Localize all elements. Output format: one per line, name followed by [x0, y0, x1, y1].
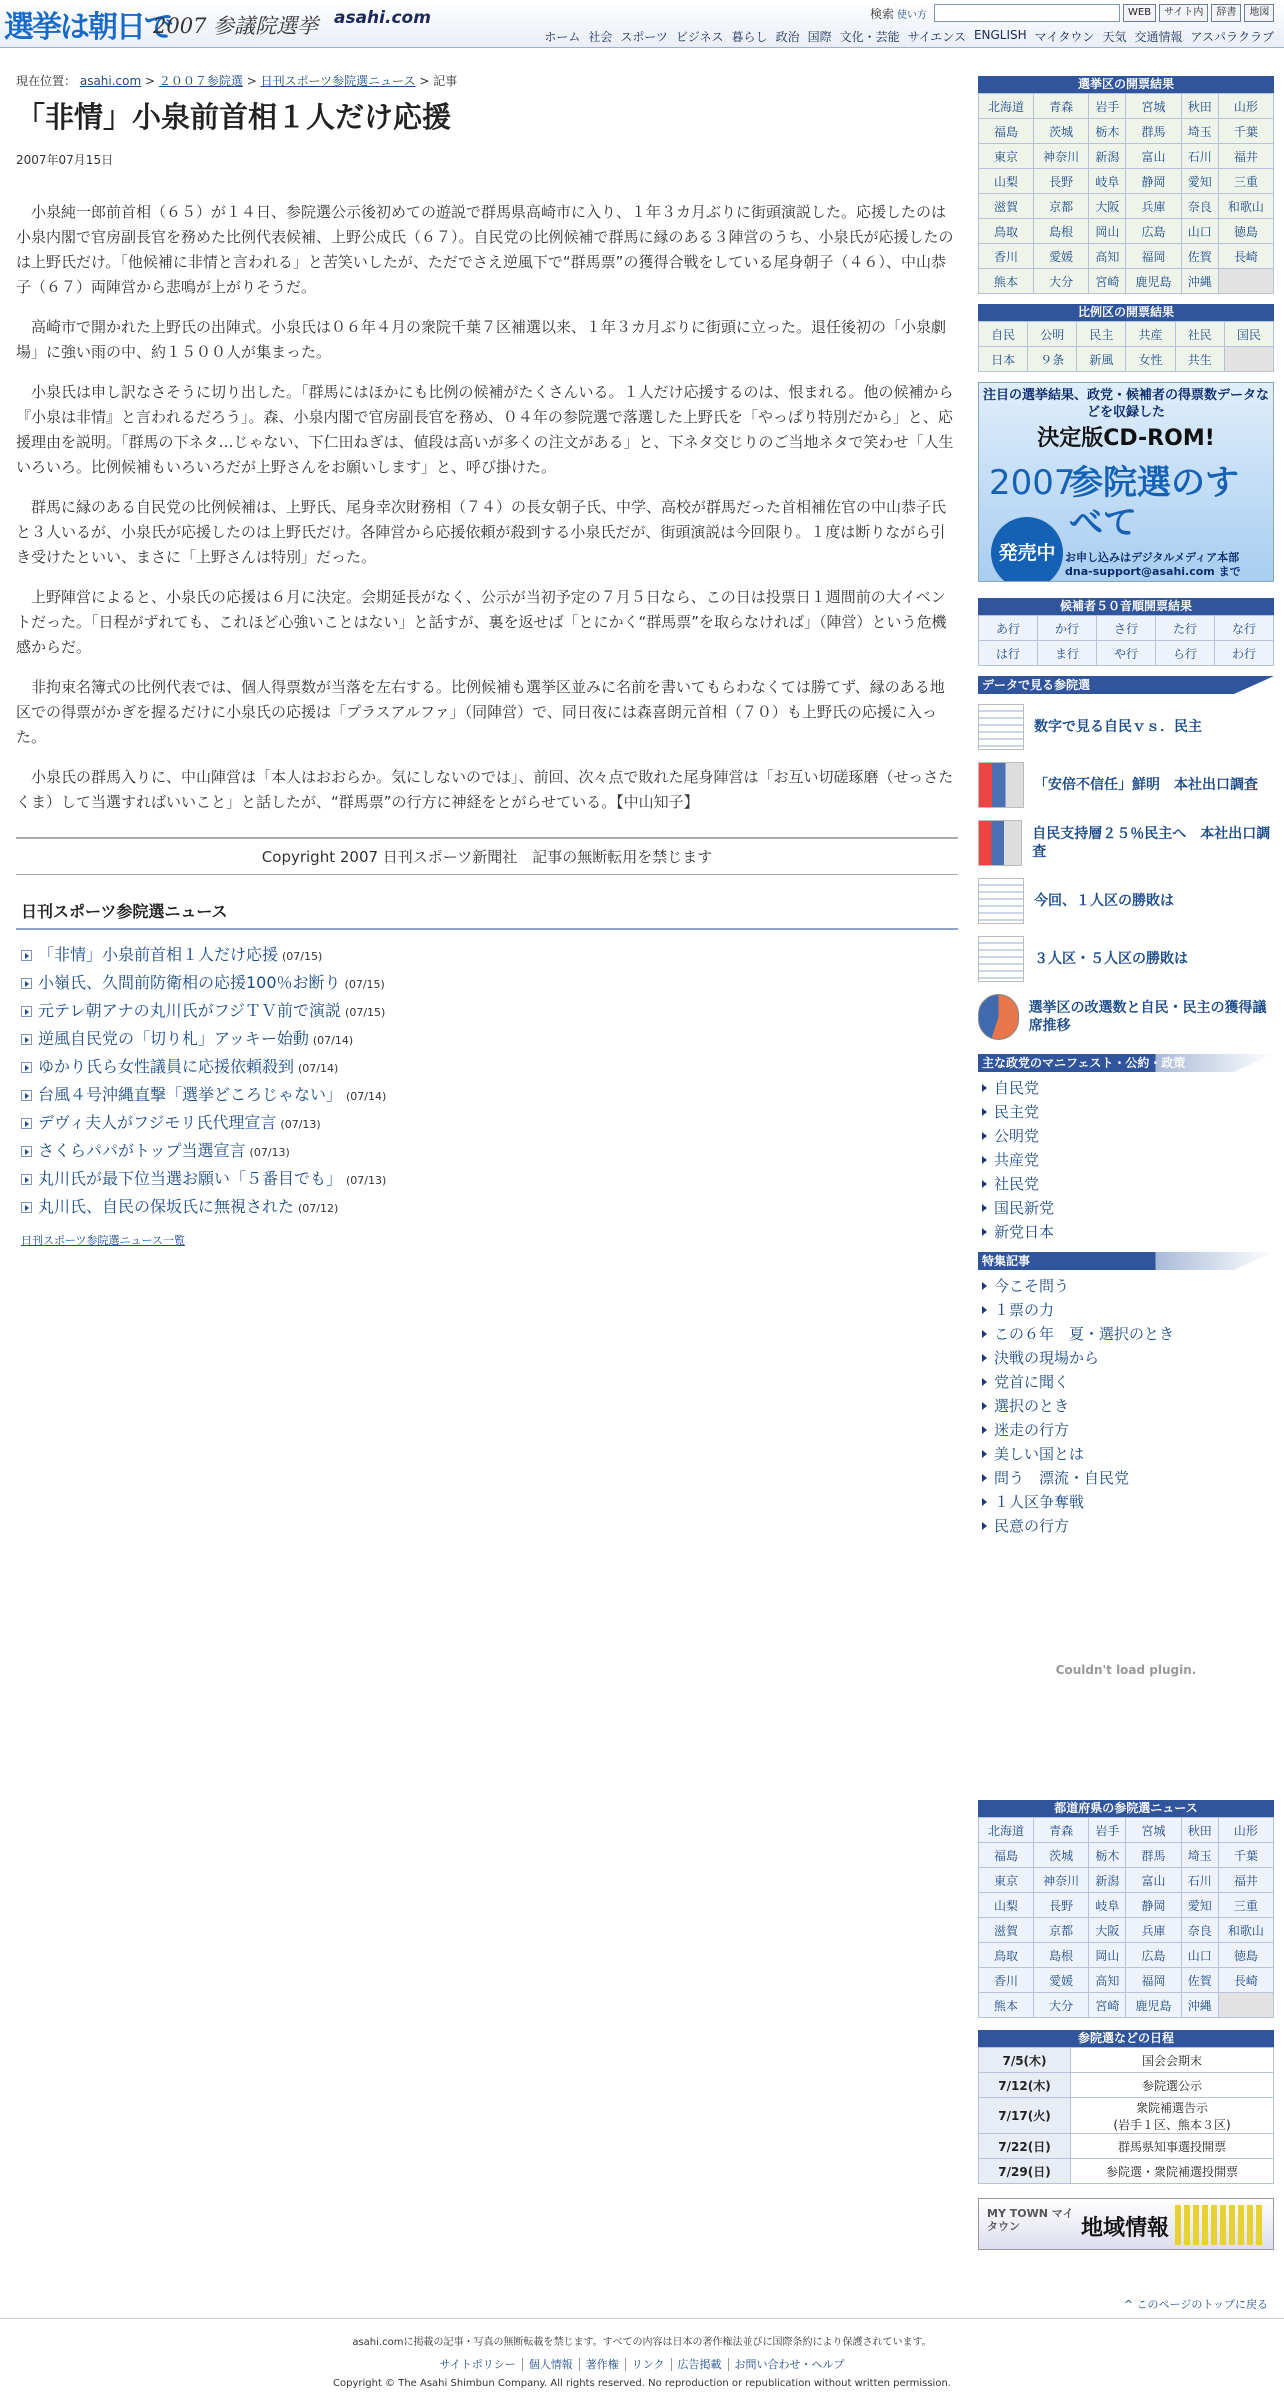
prefecture-news-link[interactable]: 福岡	[1126, 1968, 1181, 1993]
search-map-button[interactable]: 地図	[1244, 4, 1274, 22]
news-item-date: (07/15)	[282, 949, 323, 963]
pr-results-table	[978, 321, 1274, 372]
data-item[interactable]	[978, 930, 1274, 988]
news-item-title[interactable]: 元テレ朝アナの丸川氏がフジＴＶ前で演説	[38, 1000, 342, 1020]
schedule-event: 参院選・衆院補選投開票	[1071, 2159, 1274, 2184]
prefecture-news-link[interactable]: 山形	[1218, 1818, 1273, 1843]
prefecture-news-link[interactable]: 群馬	[1126, 1843, 1181, 1868]
candidate-kana-table	[978, 615, 1274, 666]
schedule-table	[978, 2047, 1274, 2184]
special-list	[978, 1270, 1274, 1546]
schedule-event: 国会会期末	[1071, 2048, 1274, 2073]
prefecture-result-link[interactable]: 岐阜	[1089, 169, 1126, 194]
breadcrumb-election[interactable]: ２００７参院選	[158, 74, 243, 88]
news-item-date: (07/15)	[345, 1005, 386, 1019]
schedule-date: 7/12(木)	[979, 2073, 1071, 2098]
article-paragraph: 群馬に縁のある自民党の比例候補は、上野氏、尾身幸次財務相（７４）の長女朝子氏、中学、高校が群馬だった首相補佐官の中山恭子氏と３人いるが、小泉氏が応援したのは上野氏だけ。各陣営から応援依頼が殺到する小泉氏だが、街頭演説は今回限り。１度は断りながら引き受けたといい、まさに「上野さんは特別」だった。	[16, 497, 947, 566]
district-results-heading: 選挙区の開票結果	[978, 76, 1274, 93]
party-result-link[interactable]: 女性	[1126, 347, 1175, 372]
footer-link[interactable]: サイトポリシー	[439, 2358, 516, 2371]
special-link[interactable]: この６年 夏・選択のとき	[982, 1322, 1274, 1346]
news-item-date: (07/14)	[312, 1033, 354, 1047]
data-item-label[interactable]: 「安倍不信任」鮮明 本社出口調査	[1034, 777, 1258, 793]
page-top-label: このページのトップに戻る	[1136, 2298, 1268, 2311]
news-item[interactable]	[16, 1110, 958, 1138]
nav-item[interactable]: アスパラクラブ	[1190, 30, 1274, 44]
prefecture-news-link[interactable]: 北海道	[979, 1818, 1034, 1843]
search-dictionary-button[interactable]: 辞書	[1211, 4, 1241, 22]
prefecture-news-link[interactable]: 大阪	[1089, 1918, 1126, 1943]
prefecture-result-link[interactable]: 新潟	[1089, 144, 1126, 169]
up-arrow-icon: ^	[1123, 2298, 1137, 2311]
schedule-date: 7/22(日)	[979, 2134, 1071, 2159]
prefecture-result-link[interactable]: 和歌山	[1218, 194, 1273, 219]
prefecture-news-link[interactable]: 愛知	[1181, 1893, 1218, 1918]
prefecture-result-link[interactable]: 福岡	[1126, 244, 1181, 269]
prefecture-result-link[interactable]: 佐賀	[1181, 244, 1218, 269]
district-results-table	[978, 93, 1274, 294]
pr-results-heading: 比例区の開票結果	[978, 304, 1274, 321]
prefecture-result-link[interactable]: 静岡	[1126, 169, 1181, 194]
prefecture-news-link[interactable]: 滋賀	[979, 1918, 1034, 1943]
prefecture-news-link[interactable]: 広島	[1126, 1943, 1181, 1968]
prefecture-news-link[interactable]: 熊本	[979, 1993, 1034, 2018]
prefecture-result-link[interactable]: 大分	[1034, 269, 1089, 294]
prefecture-news-table	[978, 1817, 1274, 2018]
news-item-date: (07/13)	[249, 1145, 290, 1159]
prefecture-news-link[interactable]: 奈良	[1181, 1918, 1218, 1943]
prefecture-result-link[interactable]: 山梨	[979, 169, 1034, 194]
footer-link[interactable]: 個人情報	[522, 2358, 579, 2371]
news-item-title[interactable]: 「非情」小泉前首相１人だけ応援	[38, 944, 279, 964]
footer-copyright: Copyright © The Asahi Shimbun Company. All rights reserved. No reproduction or republication without written permission.	[333, 2378, 951, 2389]
prefecture-result-link[interactable]: 鳥取	[979, 219, 1034, 244]
prefecture-result-link[interactable]: 石川	[1181, 144, 1218, 169]
bar-chart-thumb-icon	[978, 820, 1022, 866]
prefecture-news-link[interactable]: 香川	[979, 1968, 1034, 1993]
special-link[interactable]: 決戦の現場から	[982, 1346, 1274, 1370]
nav-item[interactable]: 暮らし	[731, 30, 768, 44]
ad-year: 2007	[989, 463, 1076, 503]
party-result-link[interactable]: 公明	[1028, 322, 1077, 347]
prefecture-news-link[interactable]: 長野	[1034, 1893, 1089, 1918]
news-item-title[interactable]: デヴィ夫人がフジモリ氏代理宣言	[38, 1112, 277, 1132]
prefecture-news-link[interactable]: 山梨	[979, 1893, 1034, 1918]
party-result-link[interactable]: 自民	[979, 322, 1028, 347]
prefecture-result-link[interactable]: 滋賀	[979, 194, 1034, 219]
party-result-link[interactable]: 共生	[1175, 347, 1224, 372]
prefecture-result-link[interactable]: 宮崎	[1089, 269, 1126, 294]
news-list	[16, 942, 958, 1222]
prefecture-news-link[interactable]: 沖縄	[1181, 1993, 1218, 2018]
data-section-heading: データで見る参院選	[978, 676, 1274, 694]
table-thumb-icon	[978, 704, 1024, 750]
prefecture-result-link[interactable]: 愛媛	[1034, 244, 1089, 269]
manifest-link[interactable]: 新党日本	[982, 1220, 1274, 1244]
prefecture-news-link[interactable]: 山口	[1181, 1943, 1218, 1968]
data-item[interactable]	[978, 698, 1274, 756]
special-link[interactable]: 美しい国とは	[982, 1442, 1274, 1466]
prefecture-news-link[interactable]: 鹿児島	[1126, 1993, 1181, 2018]
nav-item[interactable]: マイタウン	[1034, 30, 1095, 44]
article-copyright: Copyright 2007 日刊スポーツ新聞社 記事の無断転用を禁じます	[16, 837, 958, 875]
data-item-label[interactable]: 自民支持層２５％民主へ 本社出口調査	[1032, 826, 1271, 860]
prefecture-news-link[interactable]: 和歌山	[1218, 1918, 1273, 1943]
news-item-date: (07/14)	[298, 1061, 339, 1075]
data-item[interactable]	[978, 988, 1274, 1046]
prefecture-news-link[interactable]: 岡山	[1089, 1943, 1126, 1968]
manifest-link[interactable]: 民主党	[982, 1100, 1274, 1124]
news-item-title[interactable]: 逆風自民党の「切り札」アッキー始動	[38, 1028, 309, 1048]
prefecture-news-link[interactable]: 高知	[1089, 1968, 1126, 1993]
map-thumb-icon	[978, 878, 1024, 924]
schedule-event: 群馬県知事選投開票	[1071, 2134, 1274, 2159]
asahi-logo[interactable]: asahi.com	[334, 8, 431, 28]
prefecture-news-link[interactable]: 東京	[979, 1868, 1034, 1893]
prefecture-news-link[interactable]: 岐阜	[1089, 1893, 1126, 1918]
prefecture-result-link[interactable]: 高知	[1089, 244, 1126, 269]
prefecture-news-link[interactable]: 埼玉	[1181, 1843, 1218, 1868]
news-item-date: (07/14)	[346, 1089, 387, 1103]
nav-item[interactable]: 交通情報	[1134, 30, 1183, 44]
prefecture-news-link[interactable]: 徳島	[1218, 1943, 1273, 1968]
data-item[interactable]	[978, 872, 1274, 930]
main-content	[16, 100, 958, 1248]
kana-result-link[interactable]: た行	[1156, 616, 1215, 641]
prefecture-result-link[interactable]: 埼玉	[1181, 119, 1218, 144]
footer-link[interactable]: お問い合わせ・ヘルプ	[728, 2358, 851, 2371]
news-item-title[interactable]: 丸川氏、自民の保坂氏に無視された	[38, 1196, 295, 1216]
prefecture-news-link[interactable]: 愛媛	[1034, 1968, 1089, 1993]
kana-result-link[interactable]: ま行	[1038, 641, 1097, 666]
prefecture-news-link[interactable]: 京都	[1034, 1918, 1089, 1943]
cd-rom-ad[interactable]	[978, 382, 1274, 582]
article-paragraph: 小泉氏は申し訳なさそうに切り出した。「群馬にはほかにも比例の候補がたくさんいる。１人だけ応援するのは、恨まれる。他の候補から『小泉は非情』と言われるだろう」。森、小泉内閣で官房副長官を務め、０４年の参院選で落選した上野氏を「やっぱり特別だから」と、応援理由を説明。「群馬の下ネタ…じゃない、下仁田ねぎは、値段は高いが多くの注文がある」と、下ネタ交じりのご当地ネタで笑わせ「人生いろいろ。比例候補もいろいろだが上野さんをお願いします」と、呼び掛けた。	[16, 382, 954, 476]
news-item[interactable]	[16, 942, 958, 970]
prefecture-result-link[interactable]: 大阪	[1089, 194, 1126, 219]
ad-contact: お申し込みはデジタルメディア本部 dna-support@asahi.com まで	[1065, 551, 1241, 578]
prefecture-result-link[interactable]: 富山	[1126, 144, 1181, 169]
article-paragraph: 小泉氏の群馬入りに、中山陣営は「本人はおおらか。気にしないのでは」、前回、次々点で敗れた尾身陣営は「お互い切磋琢磨（せっさたくま）して当選すればいいこと」と話したが、“群馬票”の行方に神経をとがらせている。【中山知子】	[16, 767, 954, 811]
prefecture-news-link[interactable]: 長崎	[1218, 1968, 1273, 1993]
prefecture-news-link[interactable]: 宮崎	[1089, 1993, 1126, 2018]
footer-links	[0, 2356, 1284, 2372]
manifest-link[interactable]: 自民党	[982, 1076, 1274, 1100]
schedule-date: 7/29(日)	[979, 2159, 1071, 2184]
prefecture-result-link[interactable]: 沖縄	[1181, 269, 1218, 294]
prefecture-result-link[interactable]: 栃木	[1089, 119, 1126, 144]
footer-link[interactable]: 広告掲載	[671, 2358, 728, 2371]
kana-result-link[interactable]: ら行	[1156, 641, 1215, 666]
news-section-heading: 日刊スポーツ参院選ニュース	[16, 895, 958, 930]
special-link[interactable]: １票の力	[982, 1298, 1274, 1322]
prefecture-result-link[interactable]: 茨城	[1034, 119, 1089, 144]
manifest-link[interactable]: 共産党	[982, 1148, 1274, 1172]
page-top-link[interactable]	[1124, 2296, 1268, 2312]
prefecture-result-link[interactable]: 京都	[1034, 194, 1089, 219]
search-bar	[870, 3, 1274, 23]
prefecture-news-link[interactable]: 福島	[979, 1843, 1034, 1868]
nav-item[interactable]: サイエンス	[907, 30, 966, 44]
data-item-label[interactable]: 選挙区の改選数と自民・民主の獲得議席推移	[1028, 1000, 1267, 1034]
prefecture-news-link[interactable]: 富山	[1126, 1868, 1181, 1893]
article-date: 2007年07月15日	[16, 152, 114, 167]
article-paragraph: 小泉純一郎前首相（６５）が１４日、参院選公示後初めての遊説で群馬県高崎市に入り、１年３カ月ぶりに街頭演説した。応援したのは小泉内閣で官房副長官を務めた比例代表候補、上野公成氏（６７）。自民党の比例候補で群馬に縁のある３陣営のうち、小泉氏が応援したのは上野氏だけ。「他候補に非情と言われる」と苦笑いしたが、ただでさえ逆風下で“群馬票”の獲得合戦をしている尾身朝子（４６）、中山恭子（６７）両陣営から悲鳴が上がりそうだ。	[16, 202, 954, 296]
data-item[interactable]	[978, 756, 1274, 814]
news-item[interactable]	[16, 1166, 958, 1194]
prefecture-news-link[interactable]: 宮城	[1126, 1818, 1181, 1843]
prefecture-result-link[interactable]: 山形	[1218, 94, 1273, 119]
prefecture-news-link[interactable]: 鳥取	[979, 1943, 1034, 1968]
news-item[interactable]	[16, 1054, 958, 1082]
special-link[interactable]: 民意の行方	[982, 1514, 1274, 1538]
party-result-link[interactable]: 新風	[1077, 347, 1126, 372]
party-result-link[interactable]: 民主	[1077, 322, 1126, 347]
prefecture-news-link[interactable]: 福井	[1218, 1868, 1273, 1893]
ad-cd-rom: 決定版CD-ROM!	[1037, 426, 1215, 451]
prefecture-result-link[interactable]: 島根	[1034, 219, 1089, 244]
nav-item[interactable]: 政治	[775, 30, 800, 44]
nav-item[interactable]: ホーム	[544, 30, 581, 44]
site-footer	[0, 2318, 1284, 2389]
party-result-link[interactable]: ９条	[1028, 347, 1077, 372]
plugin-placeholder: Couldn't load plugin.	[1055, 1663, 1197, 1677]
search-input[interactable]	[934, 4, 1120, 22]
kana-result-link[interactable]: や行	[1097, 641, 1156, 666]
candidate-results-heading: 候補者５０音順開票結果	[978, 598, 1274, 615]
prefecture-result-link[interactable]: 山口	[1181, 219, 1218, 244]
kana-result-link[interactable]: か行	[1038, 616, 1097, 641]
prefecture-result-link[interactable]: 香川	[979, 244, 1034, 269]
empty-cell	[1218, 1993, 1273, 2018]
nav-item[interactable]: スポーツ	[620, 30, 668, 44]
kana-result-link[interactable]: あ行	[979, 616, 1038, 641]
party-result-link[interactable]: 日本	[979, 347, 1028, 372]
schedule-heading: 参院選などの日程	[978, 2030, 1274, 2047]
kana-result-link[interactable]: わ行	[1215, 641, 1274, 666]
manifest-link[interactable]: 社民党	[982, 1172, 1274, 1196]
prefecture-result-link[interactable]: 岡山	[1089, 219, 1126, 244]
data-item-label[interactable]: 数字で見る自民ｖｓ．民主	[1034, 719, 1202, 735]
prefecture-news-link[interactable]: 新潟	[1089, 1868, 1126, 1893]
mytown-title: 地域情報	[1081, 2216, 1170, 2241]
nav-item[interactable]: 天気	[1102, 30, 1127, 44]
schedule-date: 7/17(火)	[979, 2098, 1071, 2134]
special-link[interactable]: 選択のとき	[982, 1394, 1274, 1418]
special-heading: 特集記事	[978, 1252, 1274, 1270]
kana-result-link[interactable]: さ行	[1097, 616, 1156, 641]
prefecture-result-link[interactable]: 長崎	[1218, 244, 1273, 269]
news-item[interactable]	[16, 1082, 958, 1110]
prefecture-news-link[interactable]: 茨城	[1034, 1843, 1089, 1868]
prefecture-news-link[interactable]: 秋田	[1181, 1818, 1218, 1843]
manifest-heading: 主な政党のマニフェスト・公約・政策	[978, 1054, 1274, 1072]
article-paragraph: 非拘束名簿式の比例代表では、個人得票数が当落を左右する。比例候補も選挙区並みに名前を書いてもらわなくては勝てず、縁のある地区での得票がかぎを握るだけに小泉氏の応援は「プラスアルファ」（同陣営）で、同日夜には森喜朗元首相（７０）も上野氏の応援に入った。	[16, 677, 945, 746]
breadcrumb-label: 現在位置：	[16, 74, 77, 88]
nav-item[interactable]: 文化・芸能	[839, 30, 900, 44]
map-thumb-icon	[978, 936, 1024, 982]
mytown-graphic	[1175, 2205, 1265, 2245]
prefecture-news-link[interactable]: 千葉	[1218, 1843, 1273, 1868]
prefecture-result-link[interactable]: 三重	[1218, 169, 1273, 194]
article-paragraph: 高崎市で開かれた上野氏の出陣式。小泉氏は０６年４月の衆院千葉７区補選以来、１年３カ月ぶりに街頭に立った。退任後初の「小泉劇場」に強い雨の中、約１５００人が集まった。	[16, 317, 947, 361]
prefecture-result-link[interactable]: 岩手	[1089, 94, 1126, 119]
prefecture-result-link[interactable]: 東京	[979, 144, 1034, 169]
schedule-event: 衆院補選告示 (岩手１区、熊本３区)	[1071, 2098, 1274, 2134]
prefecture-news-link[interactable]: 島根	[1034, 1943, 1089, 1968]
special-link[interactable]: 今こそ問う	[982, 1274, 1274, 1298]
pie-chart-thumb-icon	[978, 994, 1019, 1040]
footer-link[interactable]: リンク	[625, 2358, 671, 2371]
election-logo[interactable]: 選挙は朝日で	[4, 10, 172, 45]
manifest-link[interactable]: 公明党	[982, 1124, 1274, 1148]
prefecture-result-link[interactable]: 鹿児島	[1126, 269, 1181, 294]
prefecture-result-link[interactable]: 秋田	[1181, 94, 1218, 119]
news-item-title[interactable]: 小嶺氏、久間前防衛相の応援100％お断り	[38, 972, 341, 992]
empty-cell	[1224, 347, 1273, 372]
prefecture-result-link[interactable]: 広島	[1126, 219, 1181, 244]
news-item-title[interactable]: さくらパパがトップ当選宣言	[38, 1140, 246, 1160]
search-web-button[interactable]: WEB	[1123, 4, 1156, 22]
prefecture-news-link[interactable]: 三重	[1218, 1893, 1273, 1918]
prefecture-result-link[interactable]: 愛知	[1181, 169, 1218, 194]
nav-item[interactable]: ENGLISH	[973, 28, 1027, 42]
data-item-label[interactable]: 今回、１人区の勝敗は	[1034, 893, 1174, 909]
search-help-link[interactable]: 使い方	[897, 9, 928, 21]
mytown-logo: MY TOWN マイタウン	[987, 2207, 1074, 2233]
news-item-title[interactable]: ゆかり氏ら女性議員に応援依頼殺到	[38, 1056, 295, 1076]
manifest-list	[978, 1072, 1274, 1252]
news-item-title[interactable]: 丸川氏が最下位当選お願い「５番目でも」	[38, 1168, 343, 1188]
prefecture-news-link[interactable]: 青森	[1034, 1818, 1089, 1843]
news-item-date: (07/12)	[298, 1201, 339, 1215]
search-site-button[interactable]: サイト内	[1159, 4, 1208, 22]
party-result-link[interactable]: 共産	[1126, 322, 1175, 347]
nav-item[interactable]: 社会	[588, 30, 613, 44]
schedule-event: 参院選公示	[1071, 2073, 1274, 2098]
prefecture-result-link[interactable]: 群馬	[1126, 119, 1181, 144]
prefecture-news-link[interactable]: 佐賀	[1181, 1968, 1218, 1993]
mytown-banner[interactable]	[978, 2198, 1274, 2250]
prefecture-news-link[interactable]: 神奈川	[1034, 1868, 1089, 1893]
top-navigation	[540, 28, 1278, 45]
sidebar	[978, 76, 1274, 2250]
breadcrumb: 現在位置： asahi.com > ２００７参院選 > 日刊スポーツ参院選ニュース > 記事	[16, 74, 458, 88]
prefecture-result-link[interactable]: 福井	[1218, 144, 1273, 169]
kana-result-link[interactable]: な行	[1215, 616, 1274, 641]
news-item[interactable]	[16, 1138, 958, 1166]
site-header	[0, 0, 1284, 48]
article-body	[16, 200, 958, 815]
manifest-link[interactable]: 国民新党	[982, 1196, 1274, 1220]
news-item[interactable]	[16, 1026, 958, 1054]
kana-result-link[interactable]: は行	[979, 641, 1038, 666]
news-item[interactable]	[16, 970, 958, 998]
prefecture-result-link[interactable]: 神奈川	[1034, 144, 1089, 169]
prefecture-result-link[interactable]: 福島	[979, 119, 1034, 144]
data-item[interactable]	[978, 814, 1274, 872]
prefecture-result-link[interactable]: 熊本	[979, 269, 1034, 294]
footer-link[interactable]: 著作権	[579, 2358, 625, 2371]
prefecture-result-link[interactable]: 徳島	[1218, 219, 1273, 244]
ad-title: 参院選のすべて	[1069, 463, 1239, 543]
bar-chart-thumb-icon	[978, 762, 1024, 808]
news-item-date: (07/15)	[344, 977, 385, 991]
prefecture-result-link[interactable]: 宮城	[1126, 94, 1181, 119]
nav-item[interactable]: 国際	[807, 30, 832, 44]
news-item[interactable]	[16, 1194, 958, 1222]
prefecture-news-link[interactable]: 岩手	[1089, 1818, 1126, 1843]
prefecture-result-link[interactable]: 長野	[1034, 169, 1089, 194]
all-news-link[interactable]: 日刊スポーツ参院選ニュース一覧	[21, 1233, 186, 1247]
prefecture-news-link[interactable]: 静岡	[1126, 1893, 1181, 1918]
breadcrumb-nikkan-news[interactable]: 日刊スポーツ参院選ニュース	[260, 74, 416, 88]
news-item-date: (07/13)	[280, 1117, 321, 1131]
prefecture-result-link[interactable]: 青森	[1034, 94, 1089, 119]
article-paragraph: 上野陣営によると、小泉氏の応援は６月に決定。会期延長がなく、公示が当初予定の７月５日なら、この日は投票日１週間前の大イベントだった。「日程がずれても、これほど心強いことはない」と話すが、裏を返せば「とにかく“群馬票”を取らなければ」（陣営）という危機感からだ。	[16, 587, 947, 656]
news-item-date: (07/13)	[346, 1173, 387, 1187]
party-result-link[interactable]: 社民	[1175, 322, 1224, 347]
news-item[interactable]	[16, 998, 958, 1026]
prefecture-news-link[interactable]: 大分	[1034, 1993, 1089, 2018]
special-link[interactable]: 迷走の行方	[982, 1418, 1274, 1442]
election-2007-logo[interactable]: 2007 参議院選挙	[153, 14, 319, 38]
data-list	[978, 698, 1274, 1046]
breadcrumb-asahi[interactable]: asahi.com	[79, 74, 142, 88]
news-item-title[interactable]: 台風４号沖縄直撃「選挙どころじゃない」	[38, 1084, 343, 1104]
schedule-date: 7/5(木)	[979, 2048, 1071, 2073]
search-label: 検索	[870, 6, 895, 21]
breadcrumb-current: 記事	[433, 74, 458, 88]
empty-cell	[1218, 269, 1273, 294]
footer-notice: asahi.comに掲載の記事・写真の無断転載を禁じます。すべての内容は日本の著作権法並びに国際条約により保護されています。	[352, 2337, 932, 2348]
prefecture-news-heading: 都道府県の参院選ニュース	[978, 1800, 1274, 1817]
prefecture-result-link[interactable]: 奈良	[1181, 194, 1218, 219]
party-result-link[interactable]: 国民	[1224, 322, 1273, 347]
prefecture-result-link[interactable]: 北海道	[979, 94, 1034, 119]
special-link[interactable]: １人区争奪戦	[982, 1490, 1274, 1514]
prefecture-news-link[interactable]: 兵庫	[1126, 1918, 1181, 1943]
special-link[interactable]: 問う 漂流・自民党	[982, 1466, 1274, 1490]
prefecture-news-link[interactable]: 石川	[1181, 1868, 1218, 1893]
ad-headline: 注目の選挙結果、政党・候補者の得票数データなどを収録した	[982, 388, 1269, 420]
ad-on-sale-badge: 発売中	[991, 517, 1063, 582]
prefecture-result-link[interactable]: 兵庫	[1126, 194, 1181, 219]
prefecture-result-link[interactable]: 千葉	[1218, 119, 1273, 144]
data-item-label[interactable]: ３人区・５人区の勝敗は	[1034, 951, 1188, 967]
article-title: 「非情」小泉前首相１人だけ応援	[16, 100, 452, 134]
prefecture-news-link[interactable]: 栃木	[1089, 1843, 1126, 1868]
special-link[interactable]: 党首に聞く	[982, 1370, 1274, 1394]
nav-item[interactable]: ビジネス	[675, 30, 724, 44]
